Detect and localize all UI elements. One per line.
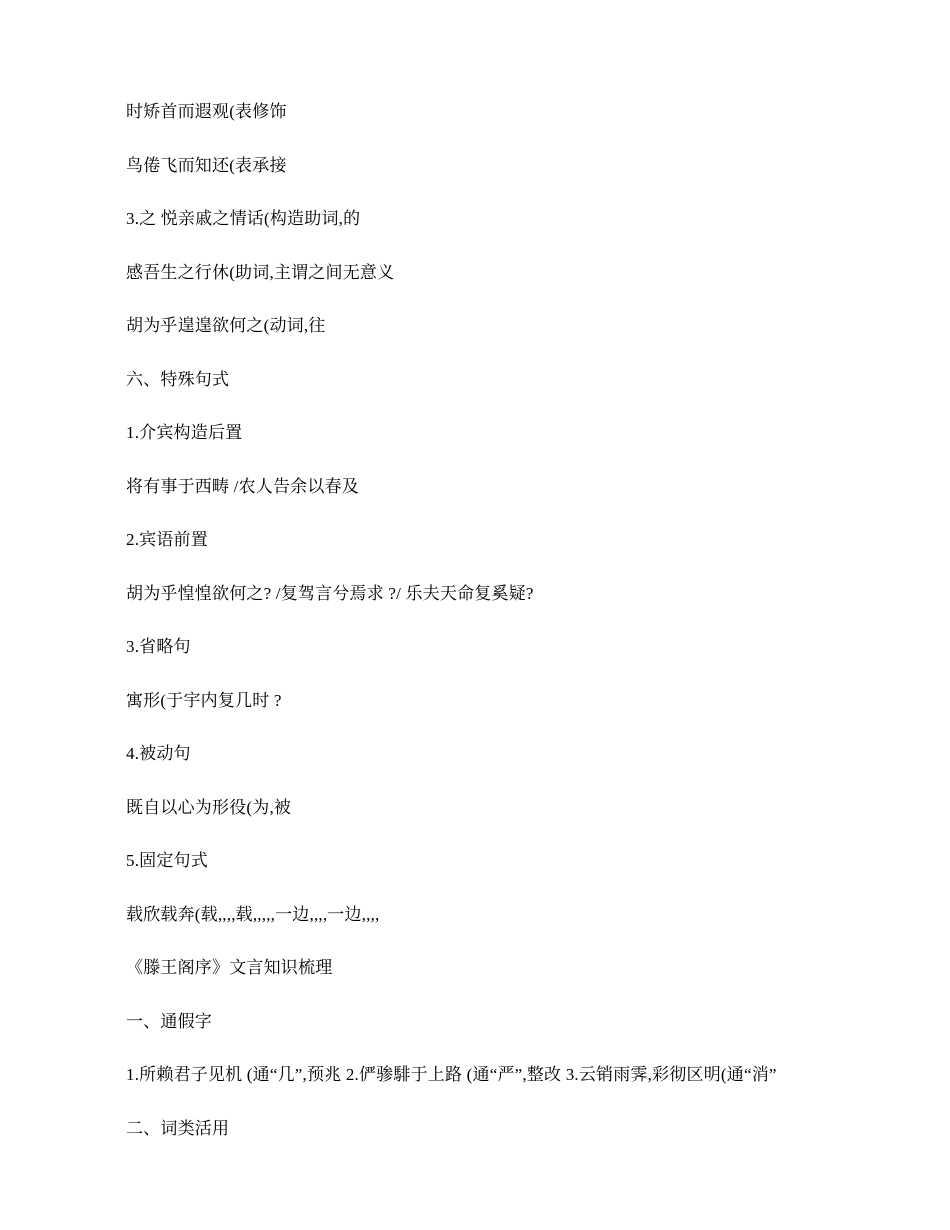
text-line: 1.所赖君子见机 (通“几”,预兆 2.俨骖騑于上路 (通“严”,整改 3.云销雨霁,彩彻区明(通“消”	[126, 1065, 777, 1084]
text-line: 3.之 悦亲戚之情话(构造助词,的	[126, 209, 361, 228]
document-title: 《滕王阁序》文言知识梳理	[126, 958, 333, 977]
text-line: 既自以心为形役(为,被	[126, 797, 292, 817]
subsection-heading: 3.省略句	[126, 637, 191, 656]
text-line: 时矫首而遐观(表修饰	[126, 102, 287, 121]
subsection-heading: 1.介宾构造后置	[126, 423, 243, 442]
text-line: 寓形(于宇内复几时 ?	[126, 690, 282, 710]
subsection-heading: 2.宾语前置	[126, 530, 208, 549]
text-line: 载欣载奔(载,,,,载,,,,,一边,,,,一边,,,,	[126, 904, 380, 924]
section-heading: 一、通假字	[126, 1011, 212, 1031]
text-line: 感吾生之行休(助词,主谓之间无意义	[126, 262, 395, 282]
subsection-heading: 4.被动句	[126, 744, 191, 763]
text-line: 将有事于西畴 /农人告余以春及	[126, 476, 359, 496]
section-heading: 二、词类活用	[126, 1118, 230, 1138]
subsection-heading: 5.固定句式	[126, 851, 208, 870]
document-body	[126, 100, 926, 1170]
text-line: 胡为乎惶惶欲何之? /复驾言兮焉求 ?/ 乐夫天命复奚疑?	[126, 583, 534, 603]
text-line: 鸟倦飞而知还(表承接	[126, 155, 287, 175]
text-line: 胡为乎遑遑欲何之(动词,往	[126, 316, 326, 335]
section-heading: 六、特殊句式	[126, 369, 230, 389]
